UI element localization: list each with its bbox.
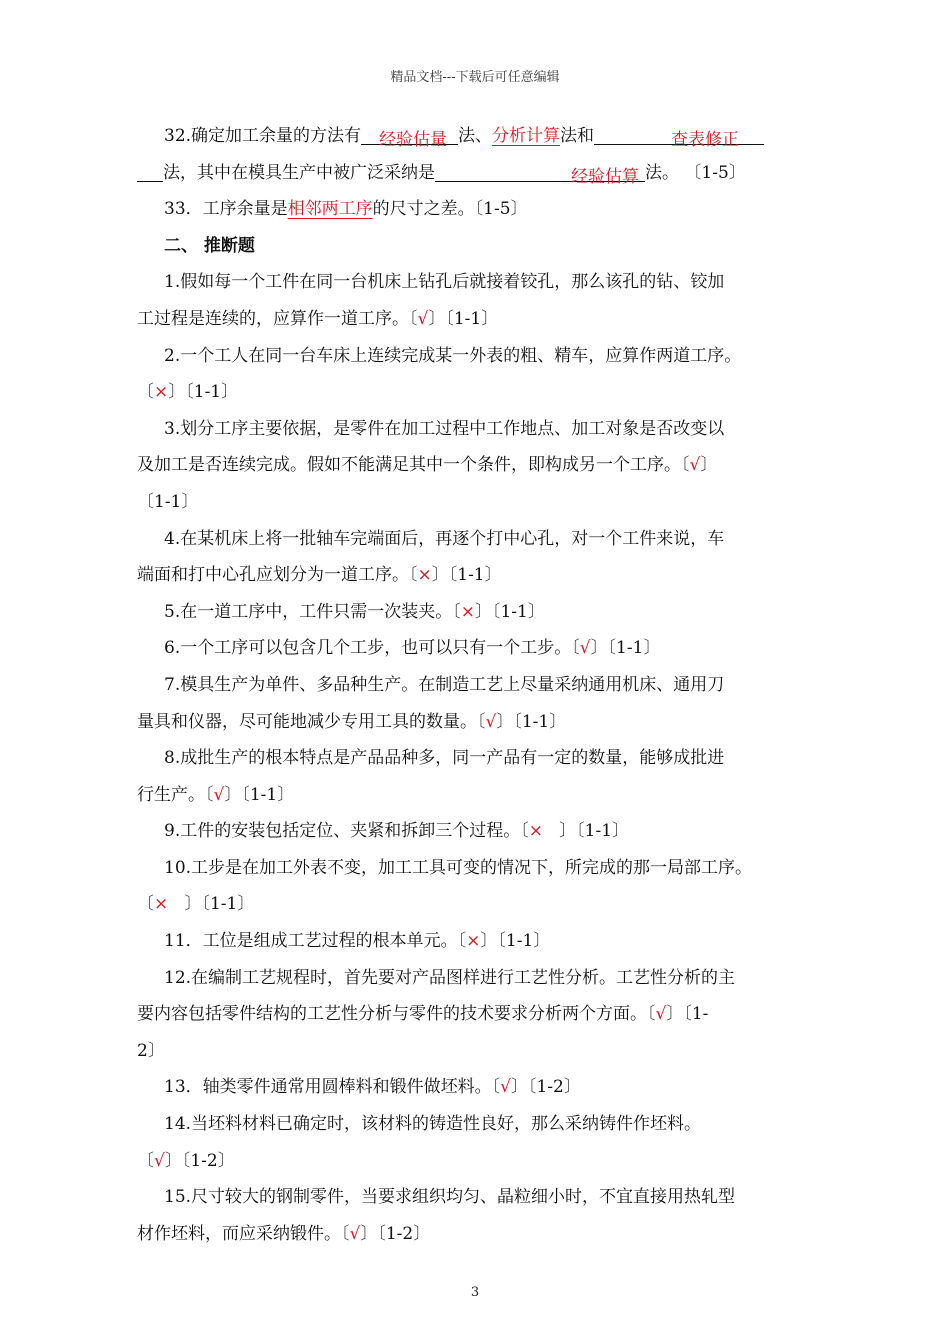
question-line: 10.工步是在加工外表不变，加工工具可变的情况下，所完成的那一局部工序。 xyxy=(164,857,753,878)
question-33: 33．工序余量是相邻两工序的尺寸之差。〔1-5〕 xyxy=(164,199,528,220)
question-32-line-2: 法，其中在模具生产中被广泛采纳是 经验估算 法。 〔1-5〕 xyxy=(137,155,827,192)
question-line: 行生产。〔√〕〔1-1〕 xyxy=(137,784,295,805)
answer-mark: × xyxy=(466,931,481,952)
answer-mark: √ xyxy=(655,1004,667,1025)
question-line: 8.成批生产的根本特点是产品品种多，同一产品有一定的数量，能够成批进 xyxy=(164,748,725,769)
document-body xyxy=(137,118,827,1252)
answer-mark: √ xyxy=(485,711,497,732)
question-line: 1.假如每一个工件在同一台机床上钻孔后就接着铰孔，那么该孔的钻、铰加 xyxy=(164,272,725,293)
question-line: 工过程是连续的，应算作一道工序。〔√〕〔1-1〕 xyxy=(137,308,499,329)
page-header: 精品文档---下载后可任意编辑 xyxy=(390,70,560,85)
question-line: 4.在某机床上将一批轴车完端面后，再逐个打中心孔，对一个工件来说，车 xyxy=(164,528,725,549)
question-line: 量具和仪器，尽可能地减少专用工具的数量。〔√〕〔1-1〕 xyxy=(137,711,567,732)
question-line: 9.工件的安装包括定位、夹紧和拆卸三个过程。〔× 〕〔1-1〕 xyxy=(164,821,630,842)
answer-text: 经验估算 xyxy=(571,166,639,187)
answer-mark: × xyxy=(154,894,169,915)
question-line: 5.在一道工序中，工件只需一次装夹。〔×〕〔1-1〕 xyxy=(164,601,545,622)
question-line: 2.一个工人在同一台车床上连续完成某一外表的粗、精车，应算作两道工序。 xyxy=(164,345,742,366)
question-line: 及加工是否连续完成。假如不能满足其中一个条件，即构成另一个工序。〔√〕 xyxy=(137,455,718,476)
question-line: 材作坯料，而应采纳锻件。〔√〕〔1-2〕 xyxy=(137,1223,431,1244)
answer-blank xyxy=(137,159,163,182)
answer-text: 查表修正 xyxy=(671,130,740,150)
question-line: 7.模具生产为单件、多品种生产。在制造工艺上尽量采纳通用机床、通用刀 xyxy=(164,674,725,695)
section-title: 二、 推断题 xyxy=(164,235,255,256)
question-line: 〔√〕〔1-2〕 xyxy=(137,1150,235,1171)
question-line: 2〕 xyxy=(137,1040,165,1061)
answer-mark: √ xyxy=(213,784,225,805)
answer-blank xyxy=(435,159,645,187)
answer-mark: √ xyxy=(579,638,591,659)
answer-blank xyxy=(594,122,764,150)
question-line: 〔× 〕〔1-1〕 xyxy=(137,894,255,915)
answer-mark: √ xyxy=(349,1223,361,1244)
answer-mark: √ xyxy=(417,308,429,329)
answer-mark: √ xyxy=(500,1077,511,1098)
answer-mark: × xyxy=(460,601,475,622)
answer-text: 分析计算 xyxy=(492,126,561,146)
question-line: 〔×〕〔1-1〕 xyxy=(137,382,239,403)
question-line: 3.划分工序主要依据，是零件在加工过程中工作地点、加工对象是否改变以 xyxy=(164,418,725,439)
answer-mark: √ xyxy=(689,455,701,476)
question-line: 15.尺寸较大的钢制零件，当要求组织均匀、晶粒细小时，不宜直接用热轧型 xyxy=(164,1187,736,1208)
question-line: 6.一个工序可以包含几个工步，也可以只有一个工步。〔√〕〔1-1〕 xyxy=(164,638,661,659)
question-line: 12.在编制工艺规程时，首先要对产品图样进行工艺性分析。工艺性分析的主 xyxy=(164,967,736,988)
question-line: 13．轴类零件通常用圆棒料和锻件做坯料。〔√〕〔1-2〕 xyxy=(164,1077,581,1098)
question-32-line-1: 32.确定加工余量的方法有 经验估量 法、分析计算法和 查表修正 xyxy=(137,118,827,155)
page-number: 3 xyxy=(470,1285,480,1300)
answer-mark: × xyxy=(154,382,169,403)
answer-mark: × xyxy=(417,565,432,586)
question-line: 〔1-1〕 xyxy=(137,491,199,512)
answer-mark: √ xyxy=(154,1150,165,1171)
answer-mark: × xyxy=(528,821,543,842)
question-line: 14.当坯料材料已确定时，该材料的铸造性良好，那么采纳铸件作坯料。 xyxy=(164,1114,702,1135)
answer-blank xyxy=(361,122,458,150)
question-line: 端面和打中心孔应划分为一道工序。〔×〕〔1-1〕 xyxy=(137,565,502,586)
answer-text: 经验估量 xyxy=(379,130,448,150)
question-line: 11．工位是组成工艺过程的根本单元。〔×〕〔1-1〕 xyxy=(164,931,551,952)
answer-text: 相邻两工序 xyxy=(287,199,373,220)
question-line: 要内容包括零件结构的工艺性分析与零件的技术要求分析两个方面。〔√〕〔1- xyxy=(137,1004,709,1025)
